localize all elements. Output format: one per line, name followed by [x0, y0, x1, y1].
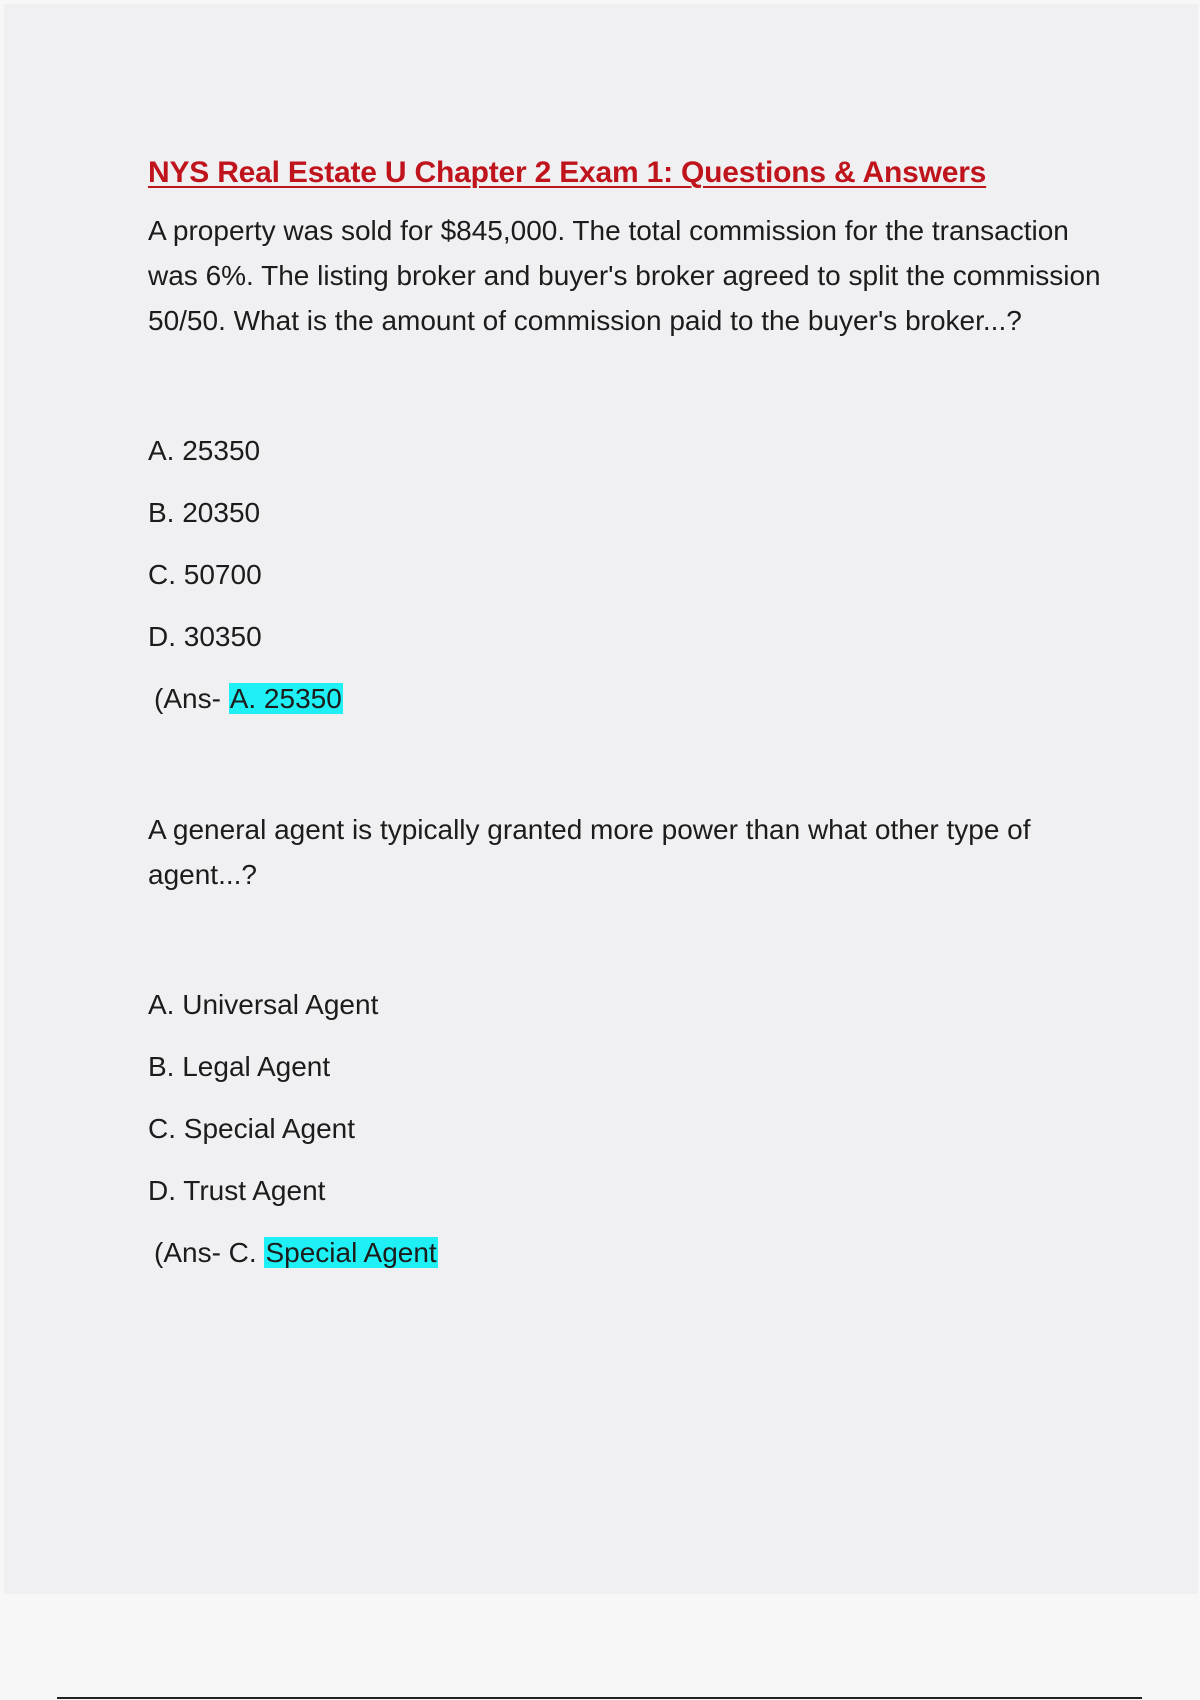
- answer-prefix: (Ans-: [154, 683, 229, 714]
- answer-highlight: Special Agent: [265, 1237, 437, 1268]
- option-list: [148, 431, 1108, 679]
- footer-divider: [57, 1697, 1142, 1699]
- option-d: D. Trust Agent: [148, 1175, 326, 1206]
- option-a: A. Universal Agent: [148, 989, 379, 1020]
- option-c: C. 50700: [148, 559, 262, 590]
- question-block-1: [148, 208, 1108, 719]
- document-content: [148, 150, 1108, 1273]
- answer-prefix: (Ans- C.: [154, 1237, 265, 1268]
- document-title: NYS Real Estate U Chapter 2 Exam 1: Questions & Answers: [148, 156, 987, 189]
- option-b: B. Legal Agent: [148, 1051, 331, 1082]
- option-c: C. Special Agent: [148, 1113, 356, 1144]
- option-list: [148, 985, 1108, 1233]
- answer-line: [148, 1233, 1108, 1273]
- question-text: A property was sold for $845,000. The total commission for the transaction was 6%. The listing broker and buyer's broker agreed to split the commission 50/50. What is the amount of commission paid to the buyer's broker...?: [148, 215, 1101, 336]
- question-text: A general agent is typically granted more power than what other type of agent...?: [148, 814, 1031, 890]
- answer-line: [148, 679, 1108, 719]
- option-d: D. 30350: [148, 621, 262, 652]
- option-b: B. 20350: [148, 497, 261, 528]
- option-a: A. 25350: [148, 435, 261, 466]
- question-block-2: [148, 807, 1108, 1273]
- answer-highlight: A. 25350: [229, 683, 342, 714]
